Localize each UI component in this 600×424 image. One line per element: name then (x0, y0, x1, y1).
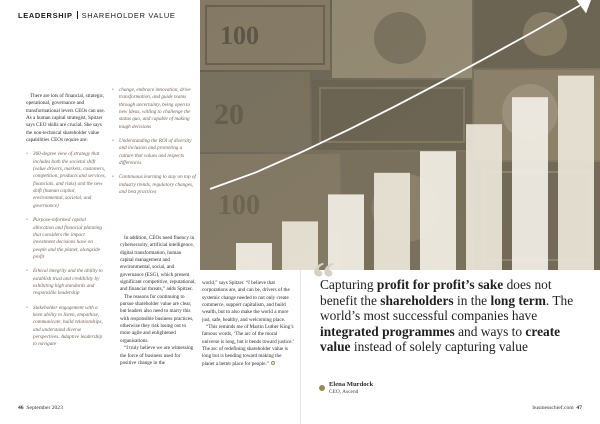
pull-quote-text: Capturing (320, 277, 377, 292)
svg-text:100: 100 (218, 190, 260, 221)
attribution-dot-icon (319, 385, 325, 391)
growth-photo-graphic (200, 0, 600, 270)
page-number-left: 46 (18, 405, 24, 411)
rising-bar (374, 173, 410, 270)
rising-bar (236, 243, 272, 270)
site-url: businesschief.com (532, 405, 574, 411)
body-paragraph: world,” says Spitzer. “I believe that corporations are, and can be, drivers of the systemic change needed to not only create commerce, support capitalism, and build wealth, but to also make the world a more just, safe, healthy, and welcoming place. (202, 280, 290, 323)
closing-text: “This reminds me of Martin Luther King’s famous words, ‘The arc of the moral universe is long, but it bends toward justice.’ The arc of redefining shareholder value is long but is bending toward making the planet a better place for people.” (202, 324, 294, 367)
capability-item: • Purpose-informed capital allocation and financial planning that considers the impact investment decisions have on people and the planet, alongside profit (26, 217, 106, 261)
body-paragraph: The reasons for continuing to pursue shareholder value are clear, but leaders also need to marry this with responsible business practices, otherwise they risk losing out to more agile and enlightened organisations. (120, 293, 194, 344)
header-divider (77, 11, 78, 19)
capability-item: • Stakeholder engagement with a keen ability to listen, empathise, communicate, build relationships, and understand diverse perspectives. Adaptive leadership to navigate (26, 305, 106, 349)
footer-right (532, 405, 582, 411)
intro-paragraph: There are lots of financial, strategic, operational, governance and transformational levers CEOs can use. As a human capital strategist, Spitzer says CEO skills are crucial. She says the non-technical shareholder value capabilities CEOs require are: (26, 93, 105, 144)
pull-quote-text: in the (453, 292, 491, 308)
rising-bar (558, 76, 594, 270)
pull-quote-emphasis: integrated programmes (320, 323, 455, 339)
body-paragraph: “I truly believe we are witnessing the force of business used for positive change in the (120, 345, 194, 366)
section-label: LEADERSHIP (18, 11, 73, 20)
rising-bar (512, 97, 548, 270)
capabilities-list (26, 151, 106, 348)
column-three (120, 235, 196, 367)
section-header (18, 11, 176, 23)
svg-text:100: 100 (220, 21, 259, 50)
capability-item: • Understanding the ROI of diversity and inclusion and promoting a culture that values and respects differences (112, 138, 196, 167)
closing-paragraph (202, 324, 294, 368)
attribution-role: CEO, Ascend (329, 389, 359, 395)
rising-bar (420, 151, 456, 270)
capability-item: • 360-degree view of strategy that includes both the societal shift (value drivers, markets, customers, competition, products and services, financials, and risks) and the new shift (human capital, environmental, societal, and governance) (26, 151, 106, 210)
svg-text:20: 20 (214, 98, 244, 131)
rising-bar (328, 194, 364, 270)
pull-quote-text: instead of solely capturing value (350, 339, 528, 355)
column-four (202, 280, 294, 368)
pull-quote-emphasis: shareholders (380, 292, 454, 308)
rising-bar (466, 124, 502, 270)
issue-date: September 2023 (26, 405, 63, 411)
page-number-right: 47 (576, 405, 582, 411)
capabilities-list-continued (112, 87, 196, 196)
body-paragraph: In addition, CEOs need fluency in cybersecurity, artificial intelligence, digital transformation, human capital management and environmental, social, and governance (ESG), which present significant competitive, reputational, and financial threats,” adds Spitzer. (120, 235, 196, 293)
pull-quote-text: does not benefit the (320, 277, 552, 308)
attribution-name: Elena Murdock (329, 381, 374, 388)
capability-item: • Continuous learning to stay on top of industry trends, regulatory changes, and best practices (112, 174, 196, 196)
quote-mark-icon: “ (312, 252, 330, 303)
column-one (26, 93, 106, 356)
capability-item: • Ethical integrity and the ability to establish trust and credibility by exhibiting high standards and responsible leadership (26, 268, 106, 297)
column-two (112, 87, 196, 203)
pull-quote-text: and ways to (454, 323, 526, 339)
footer-left (18, 405, 63, 411)
pull-quote (320, 277, 592, 355)
end-mark-icon (271, 361, 275, 365)
pull-quote-emphasis: long term (490, 292, 546, 308)
pull-quote-emphasis: profit for profit’s sake (376, 277, 504, 292)
pull-quote-emphasis: create value (320, 323, 561, 355)
growth-chart-photo (200, 0, 600, 270)
pull-quote-text: . The world’s most successful companies have (320, 292, 574, 324)
capability-item: • change, embrace innovation, drive transformation, and guide teams through uncertainty, being open to new ideas, willing to challenge the status quo, and capable of making tough decisions (112, 87, 196, 131)
topic-label: SHAREHOLDER VALUE (81, 11, 176, 20)
